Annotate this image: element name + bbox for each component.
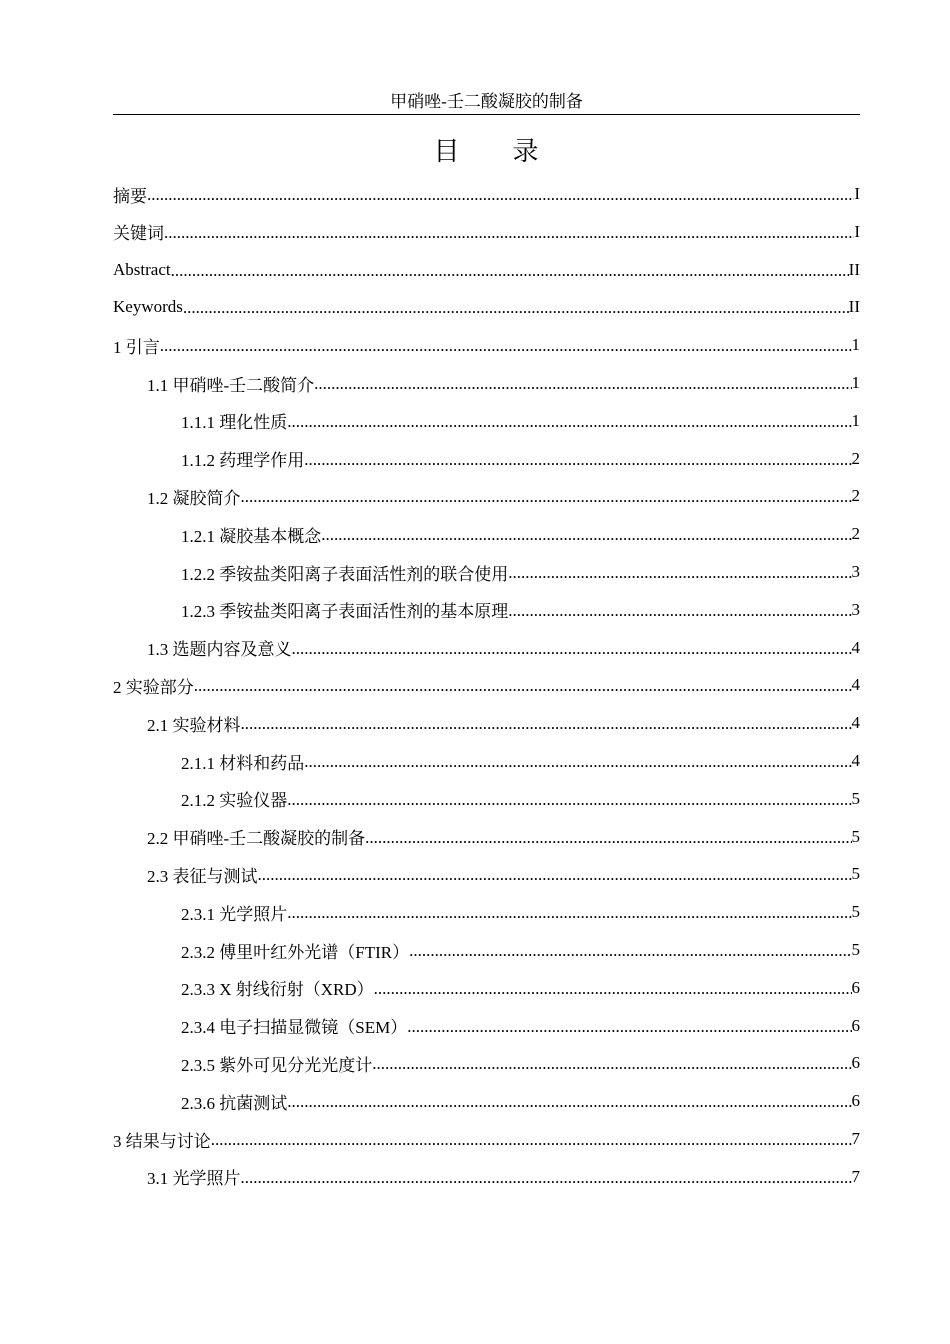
toc-dot-leader (287, 412, 851, 432)
toc-entry-page: 7 (851, 1129, 860, 1148)
toc-entry-page: 6 (851, 977, 860, 997)
toc-entry[interactable] (147, 705, 860, 741)
toc-entry-page: 2 (851, 448, 860, 468)
toc-entry-label: 2.3.6 抗菌测试 (181, 1093, 288, 1113)
toc-entry-page: I (854, 184, 860, 203)
toc-entry-label: 2.3.4 电子扫描显微镜（SEM） (181, 1018, 408, 1038)
toc-dot-leader (241, 714, 852, 734)
toc-entry[interactable] (181, 516, 860, 552)
toc-entry-label: 1.1.2 药理学作用 (181, 451, 305, 471)
toc-dot-leader (258, 865, 852, 885)
running-header (113, 92, 860, 115)
toc-entry[interactable] (181, 403, 860, 439)
toc-entry-label: 2.3.5 紫外可见分光光度计 (181, 1055, 373, 1075)
toc-entry-label: 2.1.2 实验仪器 (181, 791, 288, 811)
toc-entry-label: 2.3.3 X 射线衍射（XRD） (181, 980, 374, 1000)
toc-entry-label: 2.3 表征与测试 (147, 866, 258, 886)
toc-dot-leader (292, 639, 852, 659)
toc-entry-label: 2.3.1 光学照片 (181, 904, 288, 924)
toc-entry-page: I (854, 221, 860, 241)
toc-title-part2: 录 (512, 137, 540, 166)
toc-dot-leader (147, 185, 854, 205)
toc-entry[interactable] (113, 289, 860, 325)
toc-entry-page: 4 (851, 637, 860, 657)
toc-dot-leader (241, 1168, 852, 1188)
toc-entry-page: 5 (851, 940, 860, 959)
toc-entry[interactable] (181, 1083, 860, 1119)
toc-entry-page: II (848, 259, 860, 279)
toc-dot-leader (409, 941, 851, 961)
toc-entry-page: 5 (851, 826, 860, 846)
toc-dot-leader (160, 336, 852, 356)
toc-entry-label: 3.1 光学照片 (147, 1169, 241, 1189)
toc-entry-label: 2.1.1 材料和药品 (181, 753, 305, 773)
toc-entry-page: 5 (851, 864, 860, 884)
toc-entry[interactable] (181, 743, 860, 779)
toc-dot-leader (171, 261, 849, 281)
toc-entry-page: 2 (851, 486, 860, 506)
toc-entry-label: Keywords (113, 297, 183, 317)
toc-entry-page: 5 (851, 788, 860, 808)
toc-dot-leader (183, 298, 849, 318)
toc-entry[interactable] (113, 327, 860, 363)
toc-entry-label: 1 引言 (113, 337, 160, 357)
toc-entry[interactable] (181, 894, 860, 930)
toc-entry-page: 1 (851, 410, 860, 430)
toc-entry-label: 1.2.2 季铵盐类阳离子表面活性剂的联合使用 (181, 564, 509, 584)
toc-entry[interactable] (181, 932, 860, 968)
running-header-title: 甲硝唑-壬二酸凝胶的制备 (390, 92, 583, 111)
toc-dot-leader (241, 487, 852, 507)
toc-entry[interactable] (181, 781, 860, 817)
toc-entry[interactable] (147, 819, 860, 855)
toc-title (113, 136, 860, 168)
toc-entry[interactable] (147, 1159, 860, 1195)
toc-entry-page: 7 (851, 1166, 860, 1186)
toc-title-part1: 目 (433, 137, 461, 166)
toc-dot-leader (321, 525, 851, 545)
toc-entry-page: 3 (851, 562, 860, 581)
toc-dot-leader (164, 223, 854, 243)
toc-entry-page: 1 (851, 335, 860, 355)
toc-entry-label: 2 实验部分 (113, 677, 194, 697)
toc-entry-label: 1.1 甲硝唑-壬二酸简介 (147, 375, 315, 395)
toc-entry[interactable] (147, 365, 860, 401)
toc-dot-leader (194, 676, 852, 696)
toc-entry-label: 3 结果与讨论 (113, 1131, 211, 1151)
toc-entry[interactable] (147, 478, 860, 514)
toc-entry-label: 2.2 甲硝唑-壬二酸凝胶的制备 (147, 829, 366, 849)
toc-entry-page: 5 (851, 902, 860, 922)
toc-entry[interactable] (181, 441, 860, 477)
toc-entry-label: 2.3.2 傅里叶红外光谱（FTIR） (181, 942, 410, 962)
toc-entry[interactable] (181, 1045, 860, 1081)
toc-dot-leader (304, 450, 851, 470)
toc-entry-label: 关键词 (113, 224, 164, 244)
toc-entry-label: 1.1.1 理化性质 (181, 413, 288, 433)
toc-dot-leader (374, 979, 852, 999)
toc-entry[interactable] (113, 214, 860, 250)
toc-entry-label: 1.2 凝胶简介 (147, 488, 241, 508)
toc-entry[interactable] (113, 252, 860, 288)
toc-dot-leader (287, 903, 851, 923)
toc-dot-leader (372, 1054, 851, 1074)
toc-entry-page: 6 (851, 1015, 860, 1035)
toc-entry[interactable] (181, 592, 860, 628)
toc-entry[interactable] (147, 630, 860, 666)
toc-dot-leader (365, 828, 851, 848)
toc-dot-leader (314, 374, 851, 394)
toc-entry-page: 2 (851, 524, 860, 544)
toc-dot-leader (304, 752, 851, 772)
toc-entry-label: 1.2.1 凝胶基本概念 (181, 526, 322, 546)
toc-entry-label: 2.1 实验材料 (147, 715, 241, 735)
toc-entry-page: 6 (851, 1053, 860, 1073)
toc-entry[interactable] (147, 856, 860, 892)
toc-entry-label: Abstract (113, 259, 171, 279)
toc-entry[interactable] (113, 667, 860, 703)
toc-dot-leader (508, 563, 851, 583)
toc-dot-leader (211, 1130, 852, 1150)
toc-entry-label: 1.3 选题内容及意义 (147, 640, 292, 660)
toc-entry[interactable] (181, 554, 860, 590)
toc-entry-page: 1 (851, 373, 860, 392)
toc-entry-page: 4 (851, 751, 860, 770)
toc-dot-leader (287, 790, 851, 810)
toc-entry[interactable] (113, 176, 860, 212)
toc-entry-page: 4 (851, 675, 860, 695)
toc-entry-page: 4 (851, 713, 860, 733)
toc-entry-page: II (848, 297, 860, 317)
toc-entry-label: 1.2.3 季铵盐类阳离子表面活性剂的基本原理 (181, 602, 509, 622)
toc-entry-page: 6 (851, 1091, 860, 1111)
toc-dot-leader (508, 601, 851, 621)
toc-entry[interactable] (113, 1121, 860, 1157)
toc-entry-page: 3 (851, 599, 860, 619)
toc-entry-label: 摘要 (113, 186, 147, 206)
toc-entry[interactable] (181, 1008, 860, 1044)
toc-dot-leader (407, 1017, 851, 1037)
toc-dot-leader (287, 1092, 851, 1112)
toc-entry[interactable] (181, 970, 860, 1006)
